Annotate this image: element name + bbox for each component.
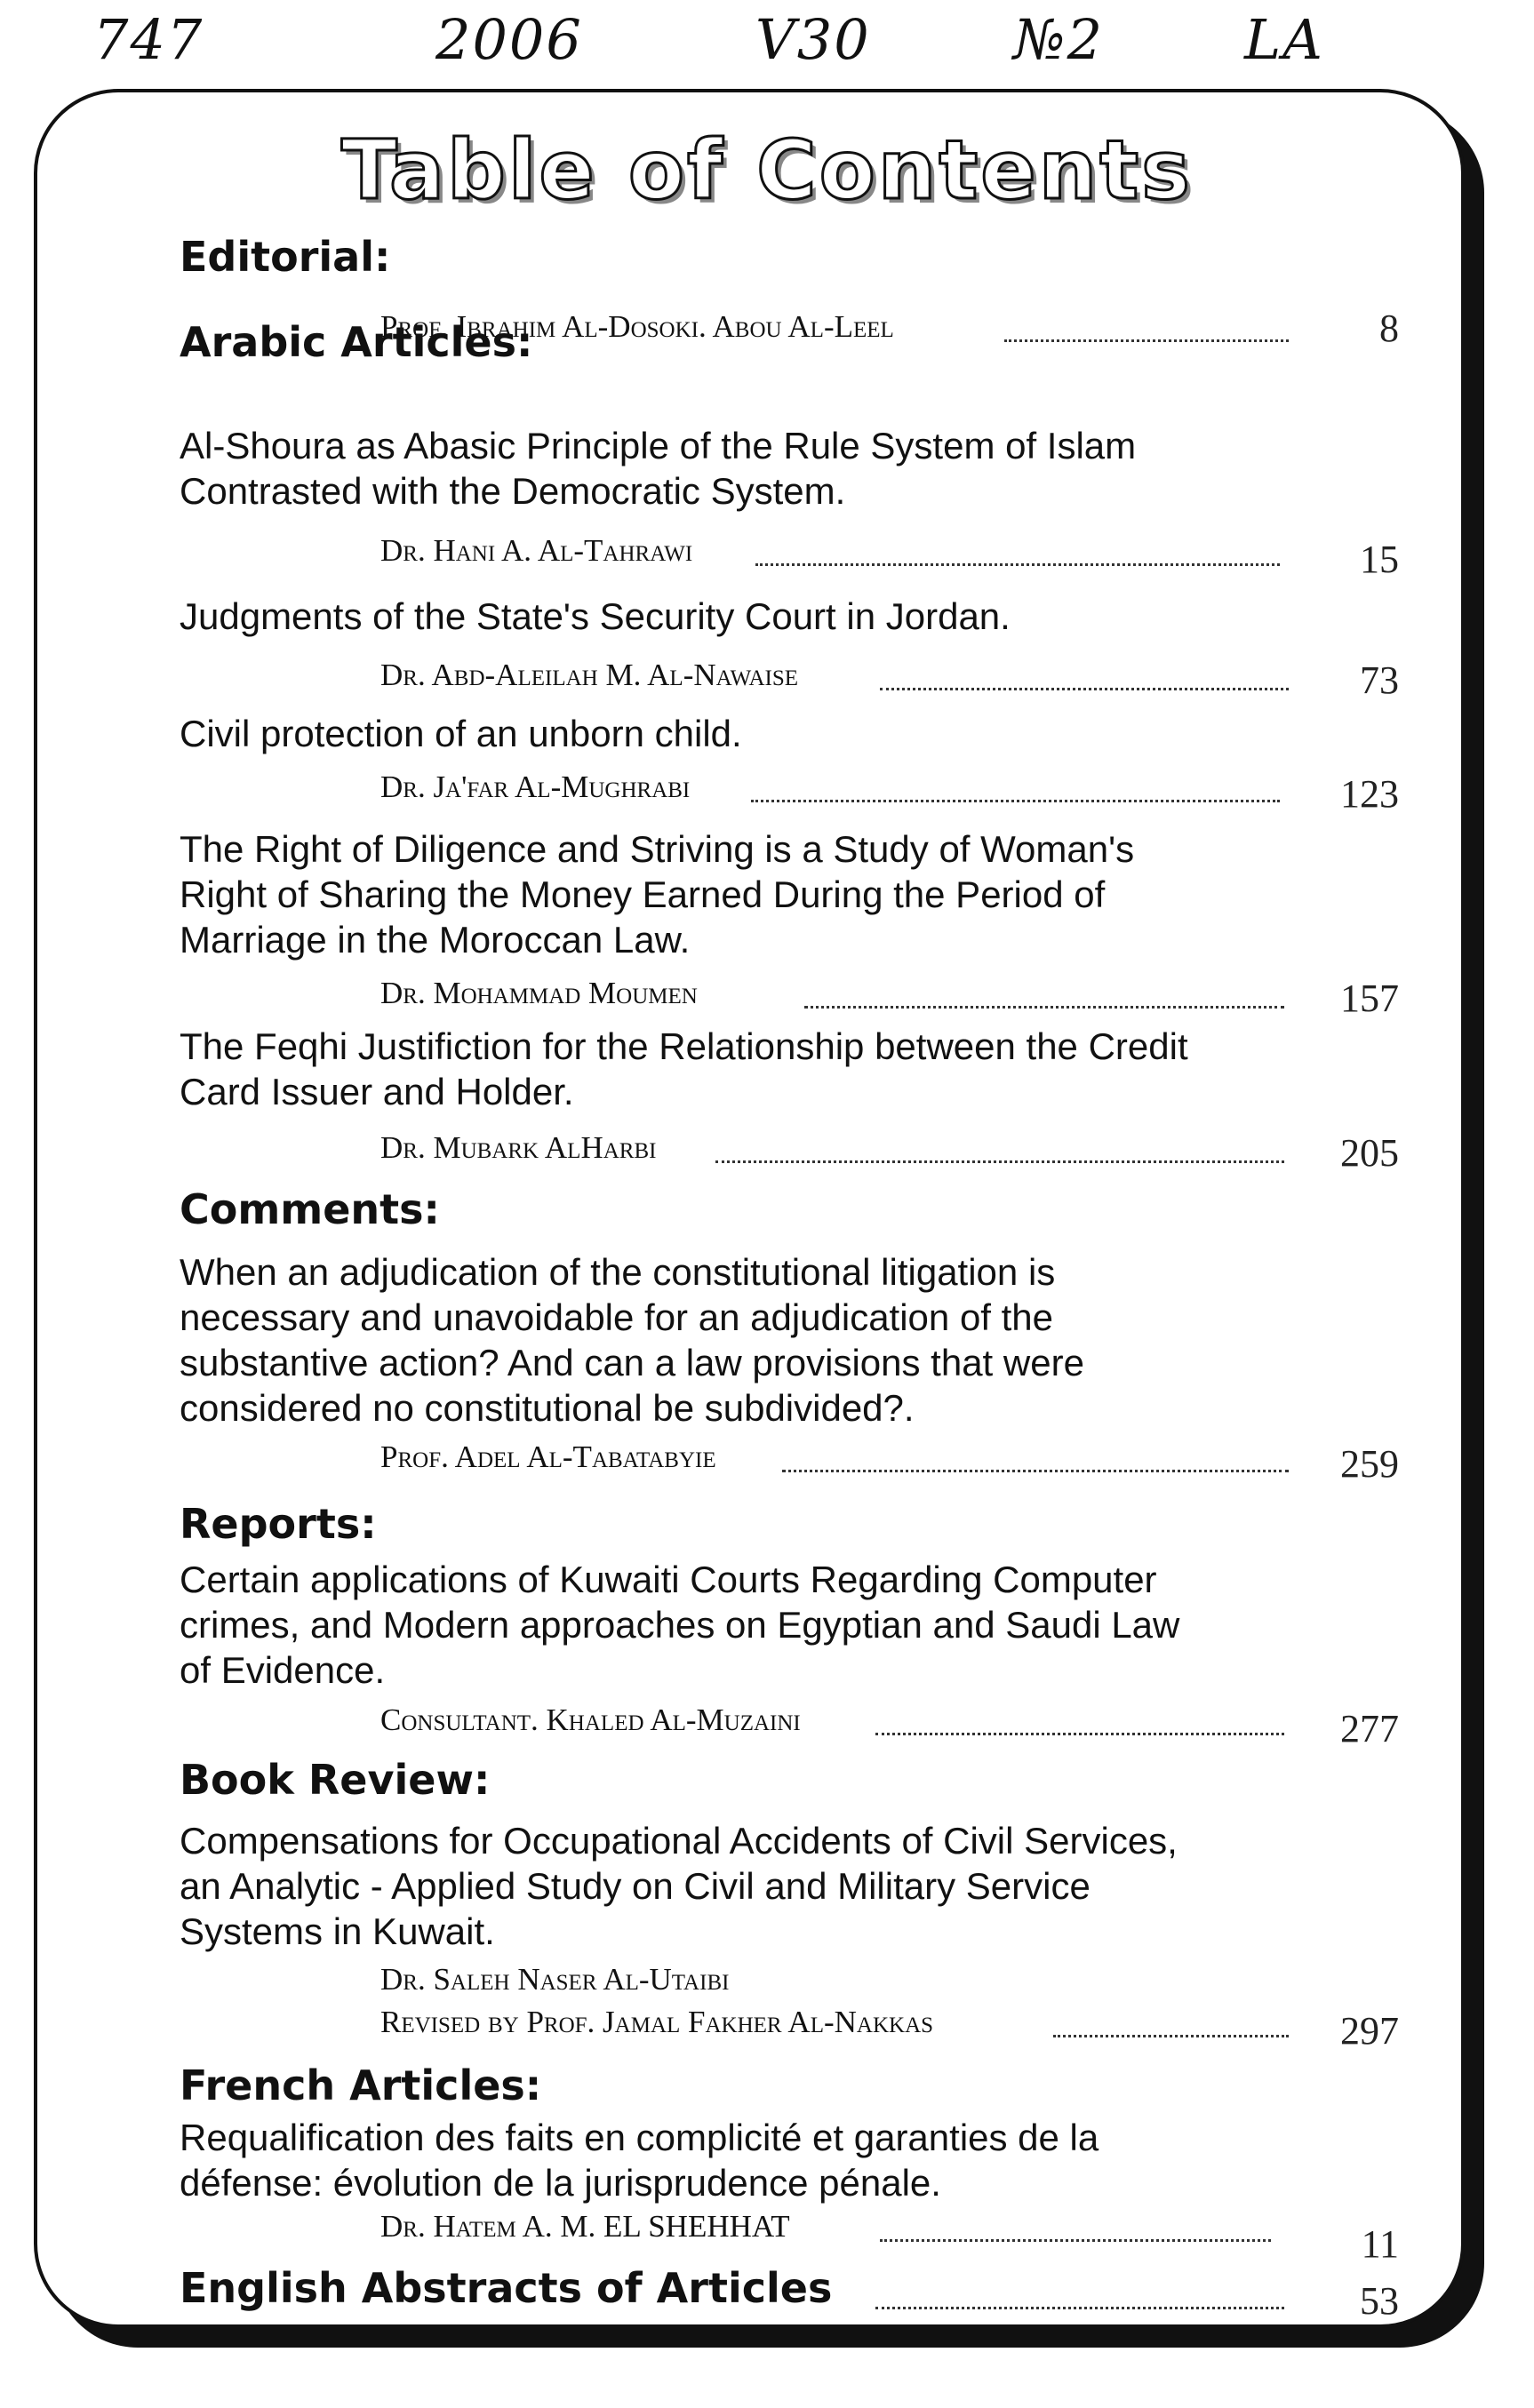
author: Dr. Mubark AlHarbi [380,1130,657,1165]
page-number: 205 [1340,1131,1399,1175]
page-title: Table of Contents [341,123,1193,218]
article-title: When an adjudication of the constitutional litigation is necessary and unavoidable for an adjudication of the substantive action? And can a law provisions that were considered no constitutional be subdivided?. [180,1251,1084,1429]
leader-dots [715,1160,1284,1163]
leader-dots [755,563,1280,566]
article-title: Civil protection of an unborn child. [180,713,742,754]
section-french-articles: French Articles: [180,2061,542,2109]
page-number: 259 [1340,1442,1399,1486]
article-title: Requalification des faits en complicité et garanties de la défense: évolution de la jurisprudence pénale. [180,2117,1099,2204]
handwritten-year: 2006 [435,7,583,72]
page-number: 277 [1340,1707,1399,1750]
handwritten-number: 747 [93,7,204,72]
handwritten-initials: LA [1244,7,1324,72]
leader-dots [880,2239,1271,2242]
page-number: 11 [1361,2222,1399,2266]
leader-dots [875,2307,1284,2309]
leader-dots [782,1470,1289,1472]
article-title: Judgments of the State's Security Court in Jordan. [180,595,1011,637]
handwritten-volume: V30 [755,7,871,72]
author: Prof. Adel Al-Tabatabyie [380,1439,716,1474]
section-english-abstracts: English Abstracts of Articles [180,2264,833,2312]
author: Dr. Ja'far Al-Mughrabi [380,769,691,804]
author: Dr. Hani A. Al-Tahrawi [380,533,693,568]
article-title: Compensations for Occupational Accidents of Civil Services, an Analytic - Applied Study on Civil and Military Service Systems in Kuwait. [180,1820,1178,1952]
page-number: 53 [1360,2279,1399,2323]
page-number: 8 [1379,307,1399,350]
handwritten-issue: №2 [1013,7,1105,72]
leader-dots [804,1006,1284,1009]
section-arabic-articles: Arabic Articles: [180,318,533,366]
leader-dots [751,800,1280,802]
author: Consultant. Khaled Al-Muzaini [380,1702,801,1737]
leader-dots [1053,2035,1289,2037]
section-comments: Comments: [180,1185,440,1233]
section-book-review: Book Review: [180,1756,491,1804]
section-editorial: Editorial: [180,233,391,281]
article-title: Certain applications of Kuwaiti Courts Regarding Computer crimes, and Modern approaches on Egyptian and Saudi Law of Evidence. [180,1559,1180,1691]
page-number: 73 [1360,658,1399,702]
leader-dots [1004,339,1289,342]
page-number: 297 [1340,2009,1399,2053]
page-number: 15 [1360,538,1399,581]
author-editorial: Prof. Ibrahim Al-Dosoki. Abou Al-Leel [380,309,894,344]
author: Dr. Abd-Aleilah M. Al-Nawaise [380,658,799,692]
author: Dr. Saleh Naser Al-Utaibi [380,1962,730,1997]
article-title: The Feqhi Justifiction for the Relationship between the Credit Card Issuer and Holder. [180,1025,1188,1112]
article-title: Al-Shoura as Abasic Principle of the Rule System of Islam Contrasted with the Democratic System. [180,425,1137,512]
page-number: 123 [1340,772,1399,816]
section-reports: Reports: [180,1500,377,1548]
author: Dr. Hatem A. M. EL SHEHHAT [380,2209,790,2244]
page-number: 157 [1340,977,1399,1020]
reviser: Revised by Prof. Jamal Fakher Al-Nakkas [380,2005,934,2039]
article-title: The Right of Diligence and Striving is a Study of Woman's Right of Sharing the Money Earned During the Period of Marriage in the Moroccan Law. [180,828,1135,961]
author: Dr. Mohammad Moumen [380,976,698,1010]
leader-dots [880,688,1289,690]
leader-dots [875,1733,1284,1735]
